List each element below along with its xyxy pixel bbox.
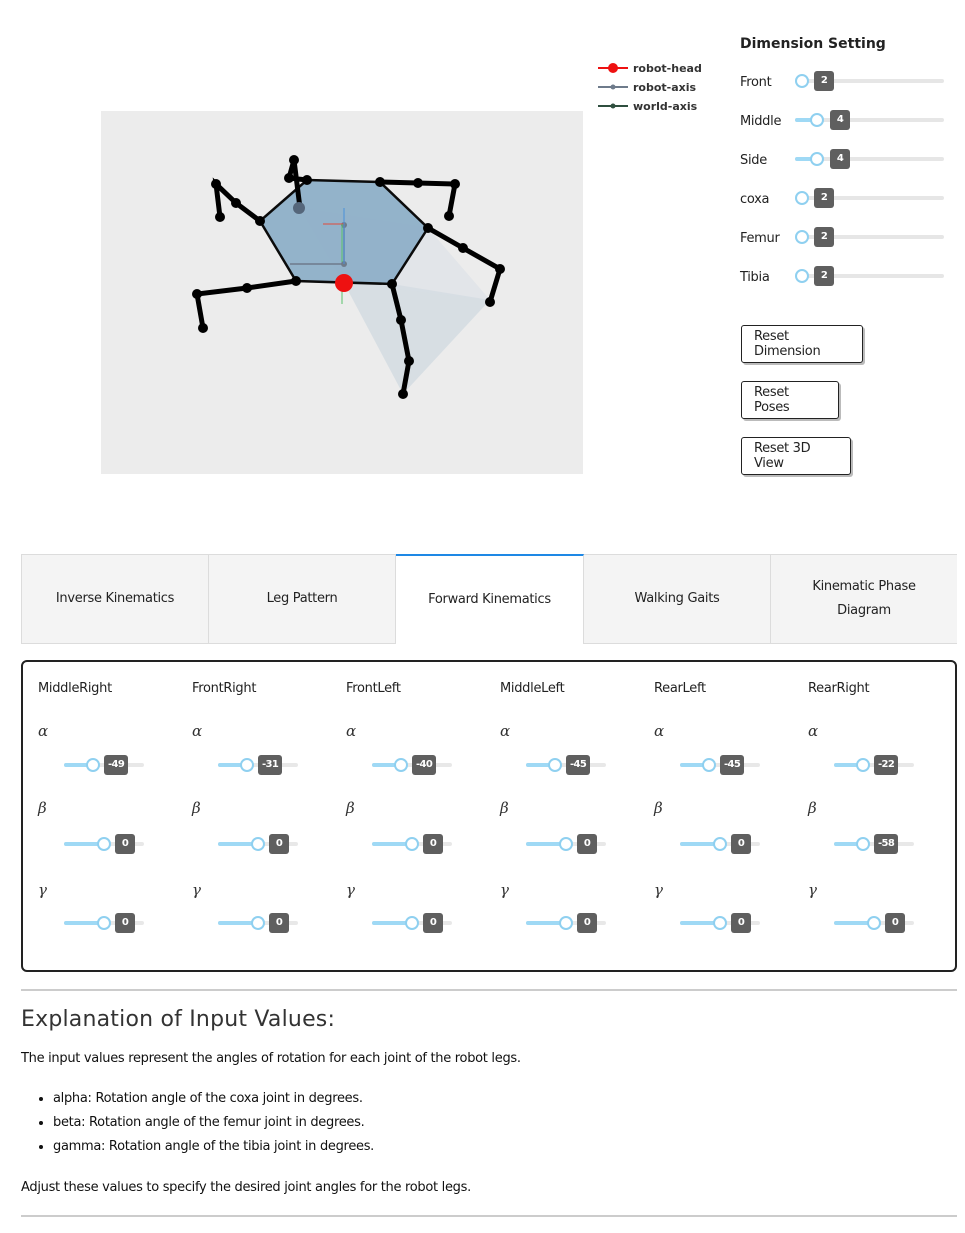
alpha-symbol: α bbox=[654, 722, 665, 740]
dim-label: Front bbox=[740, 75, 772, 90]
slider-fill bbox=[218, 842, 255, 846]
slider-fill bbox=[64, 921, 101, 925]
slider-handle[interactable] bbox=[251, 916, 265, 930]
tab-kinematic-phase-diagram[interactable]: Kinematic Phase Diagram bbox=[771, 555, 957, 643]
joint bbox=[289, 155, 299, 165]
joint bbox=[495, 264, 505, 274]
gamma-value-badge: 0 bbox=[423, 913, 443, 933]
joint bbox=[450, 179, 460, 189]
divider bbox=[21, 989, 957, 991]
joint bbox=[458, 243, 468, 253]
leg-name-rearleft: RearLeft bbox=[654, 681, 706, 696]
beta-value-badge: 0 bbox=[115, 834, 135, 854]
beta-symbol: β bbox=[654, 799, 663, 817]
dim-label: Side bbox=[740, 153, 767, 168]
joint bbox=[231, 198, 241, 208]
dim-label: Tibia bbox=[740, 270, 770, 285]
alpha-symbol: α bbox=[500, 722, 511, 740]
dim-label: Femur bbox=[740, 231, 780, 246]
robot-3d-canvas[interactable] bbox=[101, 111, 583, 474]
beta-symbol: β bbox=[500, 799, 509, 817]
slider-fill bbox=[526, 842, 563, 846]
slider-handle[interactable] bbox=[713, 916, 727, 930]
robot-axis-node bbox=[293, 202, 305, 214]
slider-handle[interactable] bbox=[559, 837, 573, 851]
slider-handle[interactable] bbox=[702, 758, 716, 772]
gamma-symbol: γ bbox=[654, 881, 663, 899]
slider-fill bbox=[372, 842, 409, 846]
dim-value-badge: 2 bbox=[814, 266, 834, 286]
legend-robot-head[interactable] bbox=[598, 60, 702, 76]
slider-handle[interactable] bbox=[795, 74, 809, 88]
slider-handle[interactable] bbox=[548, 758, 562, 772]
dim-label: coxa bbox=[740, 192, 770, 207]
slider-handle[interactable] bbox=[240, 758, 254, 772]
tab-leg-pattern[interactable]: Leg Pattern bbox=[209, 555, 396, 643]
dim-value-badge: 2 bbox=[814, 188, 834, 208]
slider-fill bbox=[64, 842, 101, 846]
beta-value-badge: -58 bbox=[874, 834, 898, 854]
joint bbox=[192, 289, 202, 299]
explanation-item: • alpha: Rotation angle of the coxa joint in degrees. bbox=[53, 1087, 374, 1111]
mode-tabs bbox=[21, 554, 957, 644]
slider-fill bbox=[526, 921, 563, 925]
joint bbox=[387, 279, 397, 289]
joint bbox=[375, 177, 385, 187]
dim-value-badge: 4 bbox=[830, 149, 850, 169]
gamma-value-badge: 0 bbox=[885, 913, 905, 933]
legend-robot-axis[interactable] bbox=[598, 79, 696, 95]
slider-handle[interactable] bbox=[856, 837, 870, 851]
joint bbox=[255, 216, 265, 226]
beta-symbol: β bbox=[808, 799, 817, 817]
alpha-value-badge: -40 bbox=[412, 755, 436, 775]
slider-handle[interactable] bbox=[795, 230, 809, 244]
legend-label: world-axis bbox=[633, 99, 698, 113]
gamma-value-badge: 0 bbox=[731, 913, 751, 933]
gamma-value-badge: 0 bbox=[577, 913, 597, 933]
gamma-symbol: γ bbox=[38, 881, 47, 899]
gamma-value-badge: 0 bbox=[115, 913, 135, 933]
dim-value-badge: 4 bbox=[830, 110, 850, 130]
leg-name-frontleft: FrontLeft bbox=[346, 681, 401, 696]
divider bbox=[21, 1215, 957, 1217]
slider-fill bbox=[372, 921, 409, 925]
slider-handle[interactable] bbox=[97, 837, 111, 851]
slider-handle[interactable] bbox=[394, 758, 408, 772]
dim-coxa-row bbox=[740, 189, 950, 213]
slider-handle[interactable] bbox=[795, 191, 809, 205]
joint bbox=[444, 211, 454, 221]
alpha-value-badge: -45 bbox=[720, 755, 744, 775]
explanation-item: • gamma: Rotation angle of the tibia joint in degrees. bbox=[53, 1135, 374, 1159]
joint bbox=[398, 389, 408, 399]
explanation-item: • beta: Rotation angle of the femur joint in degrees. bbox=[53, 1111, 374, 1135]
slider-handle[interactable] bbox=[810, 113, 824, 127]
beta-value-badge: 0 bbox=[423, 834, 443, 854]
slider-handle[interactable] bbox=[405, 837, 419, 851]
reset-dimension-button[interactable]: Reset Dimension bbox=[741, 325, 863, 363]
slider-handle[interactable] bbox=[810, 152, 824, 166]
slider-fill bbox=[218, 921, 255, 925]
beta-value-badge: 0 bbox=[731, 834, 751, 854]
joint bbox=[485, 297, 495, 307]
slider-fill bbox=[680, 921, 717, 925]
dim-label: Middle bbox=[740, 114, 782, 129]
gamma-symbol: γ bbox=[500, 881, 509, 899]
slider-handle[interactable] bbox=[713, 837, 727, 851]
joint bbox=[413, 178, 423, 188]
slider-handle[interactable] bbox=[86, 758, 100, 772]
alpha-value-badge: -22 bbox=[874, 755, 898, 775]
joint bbox=[211, 179, 221, 189]
joint bbox=[404, 356, 414, 366]
support-polygon bbox=[344, 283, 490, 394]
slider-handle[interactable] bbox=[405, 916, 419, 930]
explanation-outro: Adjust these values to specify the desired joint angles for the robot legs. bbox=[21, 1180, 471, 1195]
joint bbox=[423, 223, 433, 233]
dim-femur-row bbox=[740, 228, 950, 252]
slider-handle[interactable] bbox=[251, 837, 265, 851]
alpha-symbol: α bbox=[192, 722, 203, 740]
beta-value-badge: 0 bbox=[269, 834, 289, 854]
explanation-list bbox=[21, 1087, 374, 1159]
reset-3d-view-button[interactable]: Reset 3D View bbox=[741, 437, 851, 475]
leg-name-middleleft: MiddleLeft bbox=[500, 681, 565, 696]
leg-name-rearright: RearRight bbox=[808, 681, 870, 696]
gamma-value-badge: 0 bbox=[269, 913, 289, 933]
dim-tibia-row bbox=[740, 267, 950, 291]
alpha-value-badge: -31 bbox=[258, 755, 282, 775]
explanation-intro: The input values represent the angles of rotation for each joint of the robot legs. bbox=[21, 1051, 521, 1066]
dim-value-badge: 2 bbox=[814, 71, 834, 91]
slider-handle[interactable] bbox=[559, 916, 573, 930]
robot-head bbox=[335, 274, 353, 292]
leg-name-frontright: FrontRight bbox=[192, 681, 257, 696]
joint bbox=[284, 173, 294, 183]
slider-fill bbox=[680, 842, 717, 846]
slider-handle[interactable] bbox=[795, 269, 809, 283]
reset-poses-button[interactable]: Reset Poses bbox=[741, 381, 839, 419]
robot-3d-view[interactable] bbox=[101, 111, 583, 474]
slider-handle[interactable] bbox=[867, 916, 881, 930]
beta-symbol: β bbox=[346, 799, 355, 817]
legend-label: robot-axis bbox=[633, 80, 697, 94]
slider-fill bbox=[834, 921, 871, 925]
dim-value-badge: 2 bbox=[814, 227, 834, 247]
joint bbox=[198, 323, 208, 333]
dim-front-row bbox=[740, 72, 950, 96]
tab-inverse-kinematics[interactable]: Inverse Kinematics bbox=[22, 555, 209, 643]
joint bbox=[396, 315, 406, 325]
slider-handle[interactable] bbox=[856, 758, 870, 772]
alpha-value-badge: -45 bbox=[566, 755, 590, 775]
joint bbox=[291, 276, 301, 286]
alpha-symbol: α bbox=[808, 722, 819, 740]
gamma-symbol: γ bbox=[192, 881, 201, 899]
tab-forward-kinematics[interactable]: Forward Kinematics bbox=[396, 554, 584, 644]
beta-symbol: β bbox=[38, 799, 47, 817]
legend-label: robot-head bbox=[633, 61, 702, 75]
joint bbox=[302, 175, 312, 185]
gamma-symbol: γ bbox=[346, 881, 355, 899]
alpha-value-badge: -49 bbox=[104, 755, 128, 775]
dimension-setting-title: Dimension Setting bbox=[740, 36, 886, 52]
tab-walking-gaits[interactable]: Walking Gaits bbox=[584, 555, 771, 643]
beta-value-badge: 0 bbox=[577, 834, 597, 854]
alpha-symbol: α bbox=[38, 722, 49, 740]
legend-world-axis[interactable] bbox=[598, 98, 697, 114]
alpha-symbol: α bbox=[346, 722, 357, 740]
slider-handle[interactable] bbox=[97, 916, 111, 930]
gamma-symbol: γ bbox=[808, 881, 817, 899]
leg-name-middleright: MiddleRight bbox=[38, 681, 112, 696]
explanation-title: Explanation of Input Values: bbox=[21, 1007, 336, 1032]
joint bbox=[242, 283, 252, 293]
beta-symbol: β bbox=[192, 799, 201, 817]
joint bbox=[215, 212, 225, 222]
